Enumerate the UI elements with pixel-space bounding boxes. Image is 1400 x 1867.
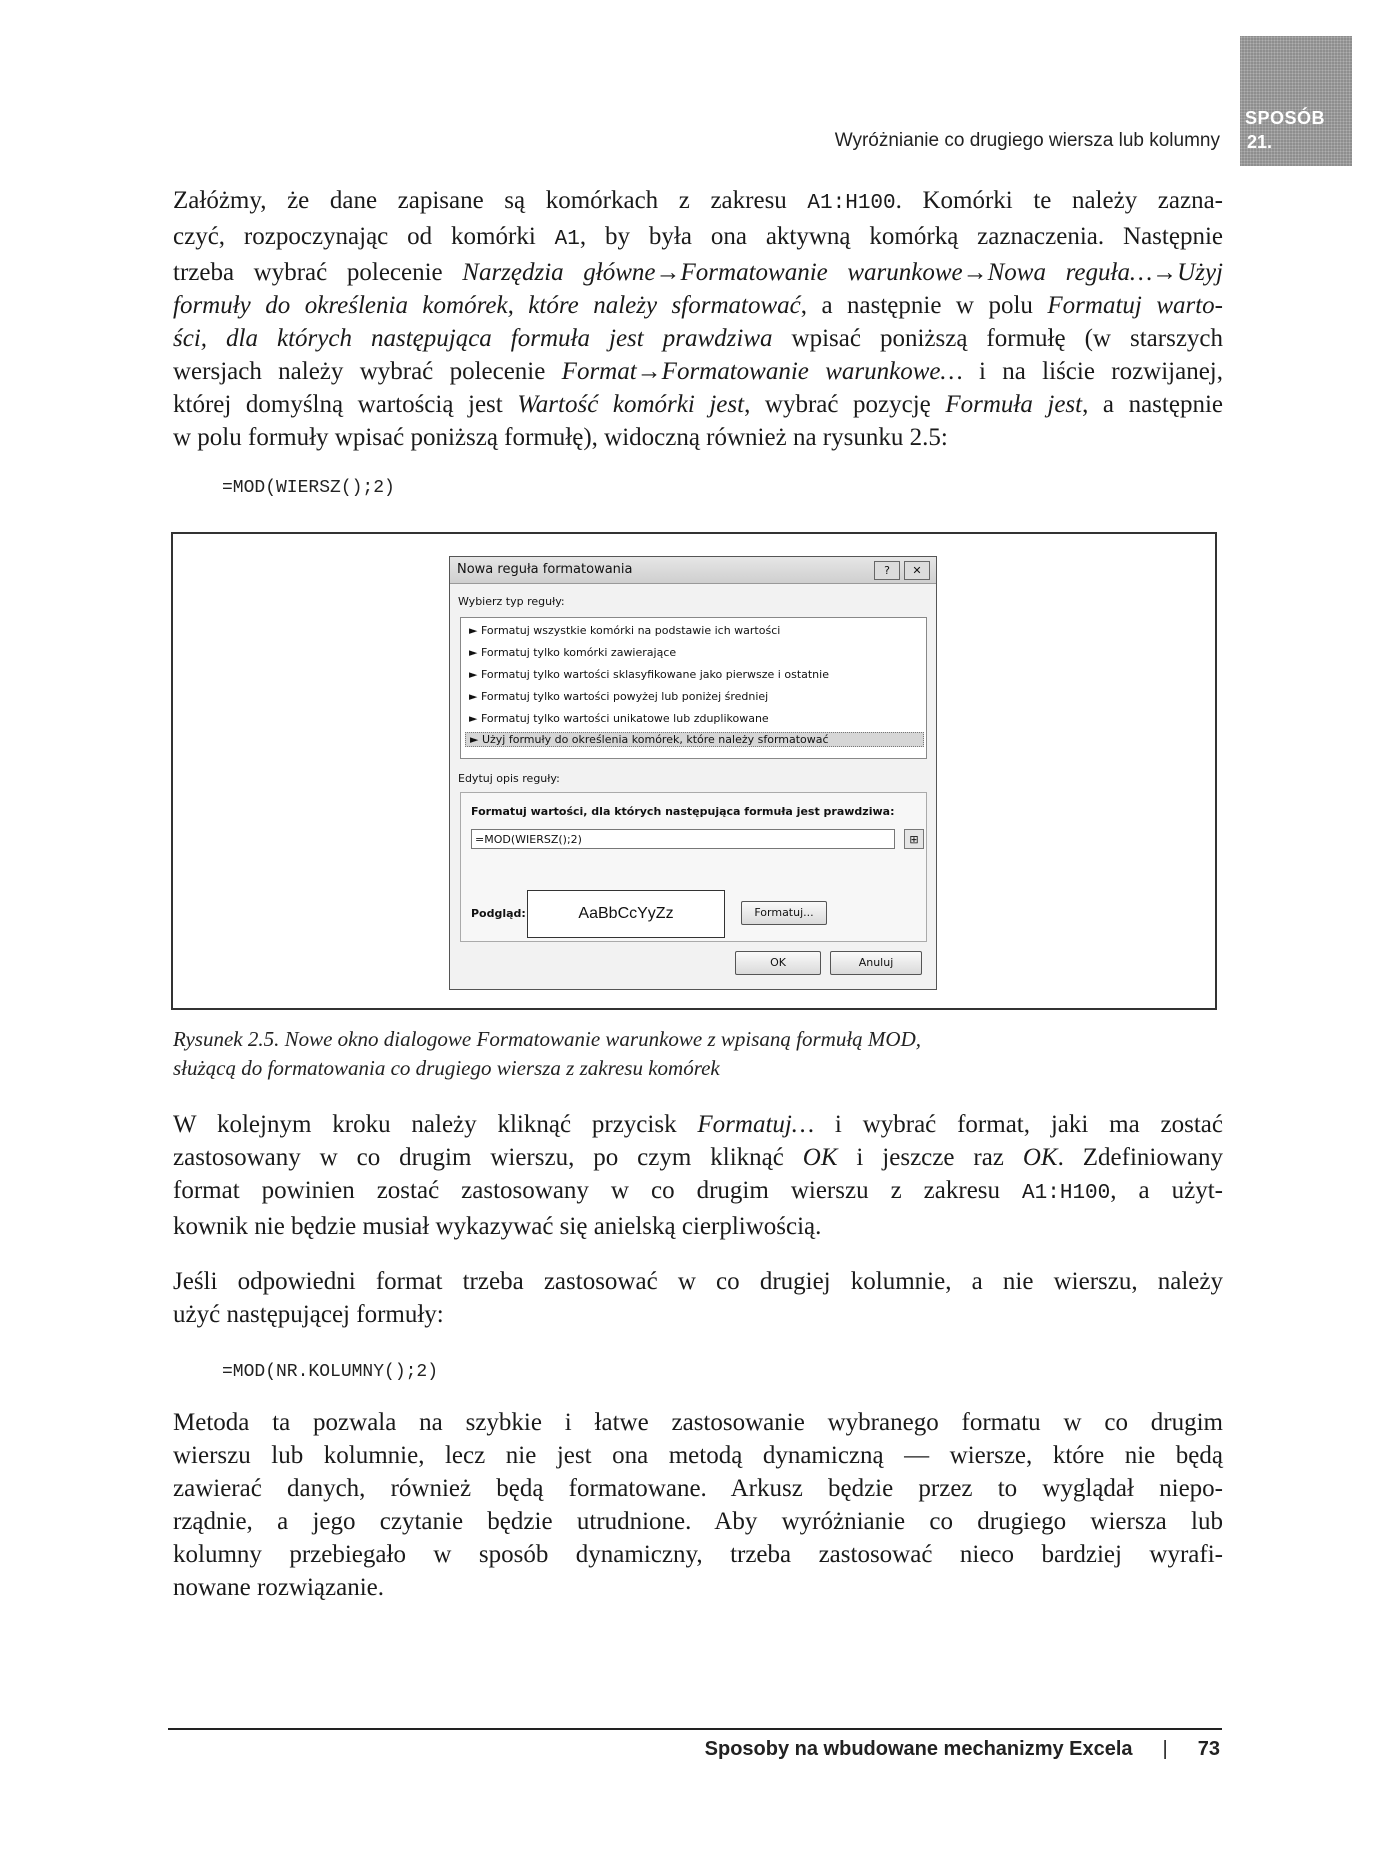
rule-type-list[interactable] — [460, 617, 927, 759]
inline-code: A1 — [554, 228, 580, 251]
text-line: w polu formuły wpisać poniższą formułę), widoczną również na rysunku 2.5: — [173, 424, 948, 451]
menu-path: Narzędzia główne→Formatowanie warunkowe→Nowa reguła…→Użyj — [462, 259, 1223, 286]
format-preview: AaBbCcYyZz — [527, 890, 725, 938]
text-line: Załóżmy, że dane zapisane są komórkach z zakresu A1:H100. Komórki te należy zazna- — [173, 187, 1224, 215]
text-line: wierszu lub kolumnie, lecz nie jest ona metodą dynamiczną — wiersze, które nie będą — [173, 1442, 1223, 1469]
figure-caption — [173, 1025, 921, 1083]
text-line: użyć następującej formuły: — [173, 1301, 444, 1328]
book-title: Sposoby na wbudowane mechanizmy Excela — [704, 1738, 1133, 1760]
text-line: kolumny przebiegało w sposób dynamiczny, trzeba zastosować nieco bardziej wyrafi- — [173, 1541, 1223, 1568]
select-rule-label: Wybierz typ reguły: — [458, 595, 565, 608]
inline-code: A1:H100 — [1022, 1182, 1111, 1205]
page-footer — [560, 1738, 1220, 1761]
preview-label: Podgląd: — [471, 907, 526, 920]
rule-type-item[interactable]: ► Formatuj tylko wartości unikatowe lub zduplikowane — [469, 712, 769, 725]
paragraph-method-note — [173, 1406, 1223, 1604]
running-header: Wyróżnianie co drugiego wiersza lub kolumny — [834, 130, 1220, 151]
text-line: formuły do określenia komórek, które należy sformatować, a następnie w polu Formatuj warto- — [173, 292, 1223, 319]
text-line: format powinien zostać zastosowany w co drugim wierszu z zakresu A1:H100, a użyt- — [173, 1177, 1223, 1205]
text-line: Metoda ta pozwala na szybkie i łatwe zastosowanie wybranego formatu w co drugim — [173, 1409, 1223, 1436]
footer-separator: | — [1162, 1738, 1168, 1760]
inline-code: A1:H100 — [807, 192, 896, 215]
rule-type-item[interactable]: ► Formatuj tylko komórki zawierające — [469, 646, 677, 659]
paragraph-intro — [173, 184, 1223, 454]
ok-button[interactable]: OK — [735, 951, 821, 975]
footer-divider — [168, 1728, 1222, 1730]
text-line: zawierać danych, również będą formatowane. Arkusz będzie przez to wyglądał niepo- — [173, 1475, 1223, 1502]
caption-line: Rysunek 2.5. Nowe okno dialogowe Formatowanie warunkowe z wpisaną formułą MOD, — [173, 1027, 921, 1051]
help-icon[interactable]: ? — [874, 561, 900, 580]
text-line: czyć, rozpoczynając od komórki A1, by była ona aktywną komórką zaznaczenia. Następnie — [173, 223, 1223, 251]
text-line: kownik nie będzie musiał wykazywać się anielską cierpliwością. — [173, 1213, 822, 1240]
new-rule-dialog — [449, 556, 937, 990]
code-formula-rows: =MOD(WIERSZ();2) — [222, 478, 395, 498]
page-number: 73 — [1197, 1738, 1220, 1760]
text-line: której domyślną wartością jest Wartość komórki jest, wybrać pozycję Formuła jest, a następnie — [173, 391, 1223, 418]
text-line: ści, dla których następująca formuła jest prawdziwa wpisać poniższą formułę (w starszych — [173, 325, 1224, 352]
cancel-button[interactable]: Anuluj — [830, 951, 922, 975]
close-icon[interactable]: ✕ — [904, 561, 930, 580]
formula-input[interactable]: =MOD(WIERSZ();2) — [471, 829, 895, 849]
rule-type-item[interactable]: ► Formatuj tylko wartości sklasyfikowane jako pierwsze i ostatnie — [469, 668, 829, 681]
edit-rule-label: Edytuj opis reguły: — [458, 772, 560, 785]
paragraph-columns — [173, 1265, 1223, 1331]
chapter-badge — [1240, 36, 1352, 166]
text-line: trzeba wybrać polecenie Narzędzia główne→Formatowanie warunkowe→Nowa reguła…→Użyj — [173, 259, 1223, 286]
text-line: rządnie, a jego czytanie będzie utrudnione. Aby wyróżnianie co drugiego wiersza lub — [173, 1508, 1223, 1535]
dialog-titlebar — [450, 557, 936, 584]
badge-number: 21. — [1247, 132, 1273, 152]
rule-description-panel — [460, 792, 927, 942]
text-line: W kolejnym kroku należy kliknąć przycisk Formatuj… i wybrać format, jaki ma zostać — [173, 1111, 1223, 1138]
rule-type-item-selected[interactable]: ► Użyj formuły do określenia komórek, które należy sformatować — [465, 732, 924, 747]
text-line: Jeśli odpowiedni format trzeba zastosować w co drugiej kolumnie, a nie wierszu, należy — [173, 1268, 1223, 1295]
text-line: nowane rozwiązanie. — [173, 1574, 384, 1601]
dialog-title: Nowa reguła formatowania — [457, 562, 633, 577]
code-formula-columns: =MOD(NR.KOLUMNY();2) — [222, 1362, 439, 1382]
rule-type-item[interactable]: ► Formatuj wszystkie komórki na podstawie ich wartości — [469, 624, 781, 637]
range-select-icon[interactable]: ⊞ — [904, 829, 924, 849]
text-line: zastosowany w co drugim wierszu, po czym kliknąć OK i jeszcze raz OK. Zdefiniowany — [173, 1144, 1223, 1171]
format-button[interactable]: Formatuj... — [741, 901, 827, 925]
rule-type-item[interactable]: ► Formatuj tylko wartości powyżej lub poniżej średniej — [469, 690, 769, 703]
formula-label: Formatuj wartości, dla których następująca formuła jest prawdziwa: — [471, 805, 895, 818]
badge-label: SPOSÓB — [1245, 108, 1326, 128]
caption-line: służącą do formatowania co drugiego wiersza z zakresu komórek — [173, 1056, 720, 1080]
paragraph-format-step — [173, 1108, 1223, 1243]
text-line: wersjach należy wybrać polecenie Format→Formatowanie warunkowe… i na liście rozwijanej, — [173, 358, 1223, 385]
